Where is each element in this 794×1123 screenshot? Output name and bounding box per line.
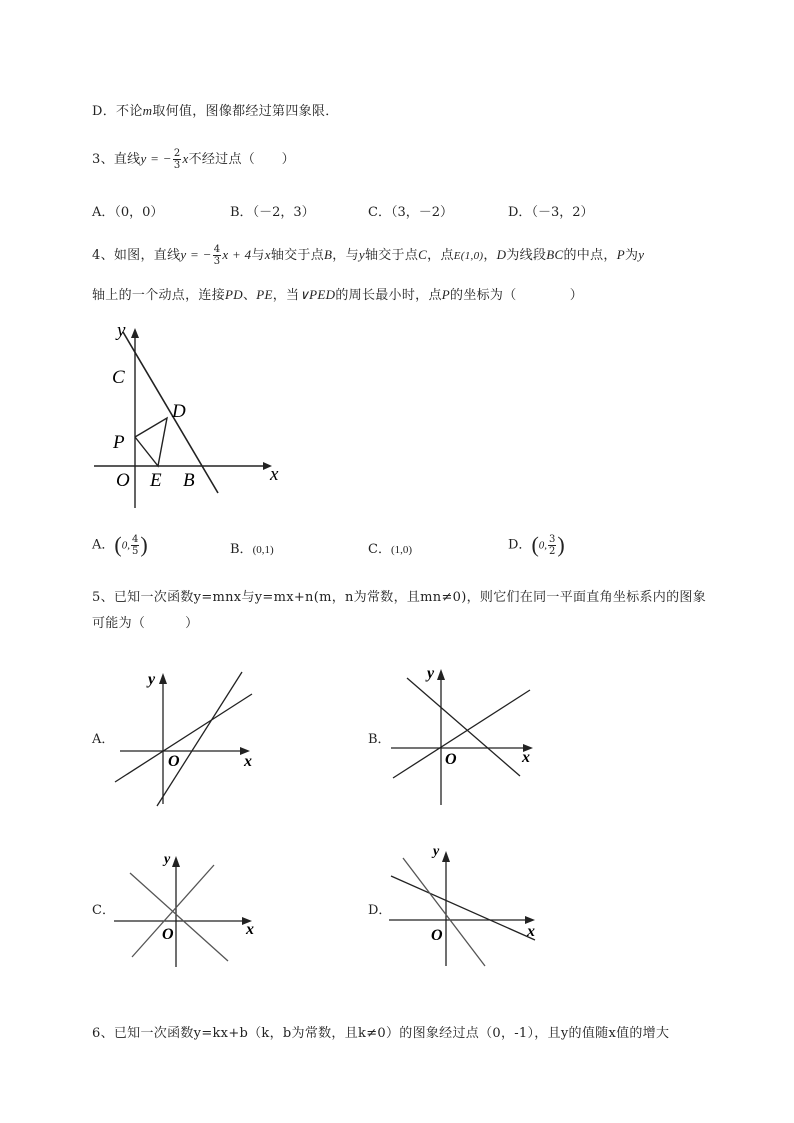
q4-text: 轴上的一个动点，连接 — [92, 288, 226, 303]
q4-frac-den: 3 — [213, 256, 221, 267]
q5-graph-a[interactable] — [110, 664, 270, 814]
q4-text: 的周长最小时，点 — [335, 288, 442, 303]
line-2 — [157, 672, 242, 806]
q4-var-x: x — [264, 247, 271, 262]
q4-text: 轴交于点 — [364, 248, 419, 263]
q4-text: 与 — [251, 248, 265, 263]
label-b: B — [183, 470, 195, 491]
line-2 — [407, 678, 520, 776]
q4-option-c[interactable] — [368, 538, 412, 557]
q3-option-d-label: D． — [508, 205, 532, 220]
q4-option-b[interactable] — [230, 538, 274, 557]
question-3-stem — [92, 148, 295, 171]
line-1 — [391, 876, 535, 940]
q4-option-d-fraction — [548, 534, 556, 557]
q3-option-c-text: （3，－2） — [390, 205, 453, 220]
line-bc — [123, 332, 218, 493]
q3-frac-num: 2 — [173, 148, 181, 159]
q4-point-c: C — [418, 247, 428, 262]
q3-equation-left: y = − — [140, 151, 172, 166]
q3-equation-var: x — [182, 151, 189, 166]
frac-den: 5 — [131, 545, 139, 557]
question-5-stem-line-2: 可能为（ ） — [92, 616, 199, 631]
frac-num: 3 — [549, 533, 556, 545]
right-paren: ) — [557, 532, 565, 557]
q4-point-e-coord: E(1,0) — [453, 250, 484, 262]
axis-y-label: y — [148, 671, 156, 688]
line-1 — [115, 694, 252, 782]
q4-text: 的坐标为（ ） — [450, 288, 584, 303]
axis-y-label: y — [164, 852, 171, 867]
q4-text: ，当 — [272, 288, 300, 303]
question-4-stem-line-2 — [92, 284, 583, 303]
q4-point-d: D — [496, 247, 507, 262]
axis-y-label: y — [433, 844, 440, 859]
q3-option-a-text: （0，0） — [114, 205, 164, 220]
q4-var-y: y — [638, 247, 645, 262]
q4-var-y: y — [358, 247, 365, 262]
axis-x-label: x — [244, 753, 252, 770]
line-2 — [132, 865, 214, 957]
origin-label: O — [168, 753, 180, 770]
q3-option-c[interactable] — [368, 201, 453, 220]
var-m: m — [142, 103, 153, 118]
q4-text: ， — [483, 248, 497, 263]
frac-num: 4 — [131, 533, 139, 545]
label-c: C — [112, 367, 125, 388]
line-1 — [130, 873, 228, 961]
q5-graph-a-label[interactable]: A． — [92, 732, 115, 747]
q4-figure — [88, 318, 298, 508]
q4-option-a-fraction — [131, 534, 139, 557]
q4-equation-left: y = − — [180, 247, 212, 262]
q4-segment-bc: BC — [546, 247, 564, 262]
q3-tail: 不经过点（ ） — [188, 152, 295, 167]
q4-option-b-text: (0,1) — [252, 544, 274, 556]
label-e: E — [150, 470, 162, 491]
axis-x-label: x — [527, 923, 535, 940]
q4-frac-num: 4 — [213, 244, 221, 255]
q4-point-p: P — [441, 287, 451, 302]
q3-option-b-label: B． — [230, 205, 253, 220]
q3-option-a[interactable] — [92, 201, 163, 220]
q3-option-a-label: A． — [92, 205, 115, 220]
q4-text: 为线段 — [506, 248, 547, 263]
q3-option-b[interactable] — [230, 201, 315, 220]
right-paren: ) — [140, 532, 148, 557]
q4-triangle-ped: ∨PED — [299, 287, 336, 302]
q4-option-c-label: C． — [368, 542, 391, 557]
y-axis-arrow-icon — [159, 673, 167, 684]
frac-den: 2 — [549, 545, 556, 557]
axis-x-label: x — [246, 921, 254, 938]
q4-text: ，点 — [427, 248, 454, 263]
origin-label: O — [445, 751, 457, 768]
q4-text: ，与 — [332, 248, 359, 263]
label-o: O — [116, 470, 130, 491]
q3-option-b-text: （－2，3） — [252, 205, 315, 220]
y-axis-arrow-icon — [172, 856, 180, 867]
q4-segment-pd: PD — [225, 287, 243, 302]
origin-label: O — [431, 927, 443, 944]
q4-text: 轴交于点 — [270, 248, 325, 263]
q4-text: 、 — [242, 288, 257, 303]
q3-frac-den: 3 — [173, 160, 181, 171]
q3-fraction — [173, 148, 182, 171]
q3-lead: 3、直线 — [92, 152, 141, 167]
label-y: y — [117, 320, 126, 341]
line-1 — [393, 690, 530, 778]
q3-option-c-label: C． — [368, 205, 391, 220]
q4-option-a[interactable] — [92, 532, 148, 558]
y-axis-arrow-icon — [437, 669, 445, 680]
q5-graph-c[interactable] — [110, 845, 270, 970]
q4-option-b-label: B． — [230, 542, 253, 557]
q4-option-c-text: (1,0) — [390, 544, 413, 556]
q3-option-d[interactable] — [508, 201, 593, 220]
axis-y-label: y — [427, 665, 435, 682]
q5-graph-b[interactable] — [385, 660, 555, 810]
question-5-stem-line-1: 5、已知一次函数y=mnx与y=mx+n(m，n为常数，且mn≠0)，则它们在同一平面直角坐标系内的图象 — [92, 590, 707, 605]
axis-x-label: x — [522, 749, 530, 766]
left-paren: ( — [531, 532, 539, 557]
question-6-stem: 6、已知一次函数y=kx+b（k，b为常数，且k≠0）的图象经过点（0，-1），且y的值随x值的增大 — [92, 1026, 670, 1041]
q4-option-a-left: 0, — [121, 539, 130, 552]
q4-option-d[interactable] — [508, 532, 565, 558]
label-d: D — [172, 401, 186, 422]
q5-graph-d-label[interactable]: D． — [368, 903, 392, 918]
left-paren: ( — [114, 532, 122, 557]
origin-label: O — [162, 926, 174, 943]
q4-option-a-label: A． — [92, 537, 115, 553]
y-axis-arrow-icon — [131, 328, 139, 338]
y-axis-arrow-icon — [442, 851, 450, 862]
question-4-stem-line-1 — [92, 244, 644, 267]
q3-option-d-text: （－3，2） — [531, 205, 594, 220]
label-p: P — [113, 432, 125, 453]
q4-option-d-left: 0, — [538, 539, 548, 552]
q4-lead: 4、如图，直线 — [92, 248, 181, 263]
q4-point-p: P — [616, 247, 625, 262]
q4-segment-pe: PE — [256, 287, 273, 302]
option-d-suffix: 取何值，图像都经过第四象限． — [152, 104, 339, 119]
option-d-prefix: D．不论 — [92, 104, 143, 119]
previous-question-option-d — [92, 100, 339, 119]
triangle-ped — [135, 418, 167, 466]
q4-fraction — [213, 244, 222, 267]
label-x: x — [270, 464, 279, 485]
q4-text: 为 — [624, 248, 639, 263]
q4-text: 的中点， — [563, 248, 617, 263]
q4-point-b: B — [324, 247, 333, 262]
q4-equation-right: x + 4 — [222, 247, 252, 262]
q5-graph-c-label[interactable]: C． — [92, 903, 115, 918]
q5-graph-b-label[interactable]: B． — [368, 732, 391, 747]
q5-graph-d[interactable] — [385, 838, 555, 968]
q4-option-d-label: D． — [508, 537, 532, 553]
